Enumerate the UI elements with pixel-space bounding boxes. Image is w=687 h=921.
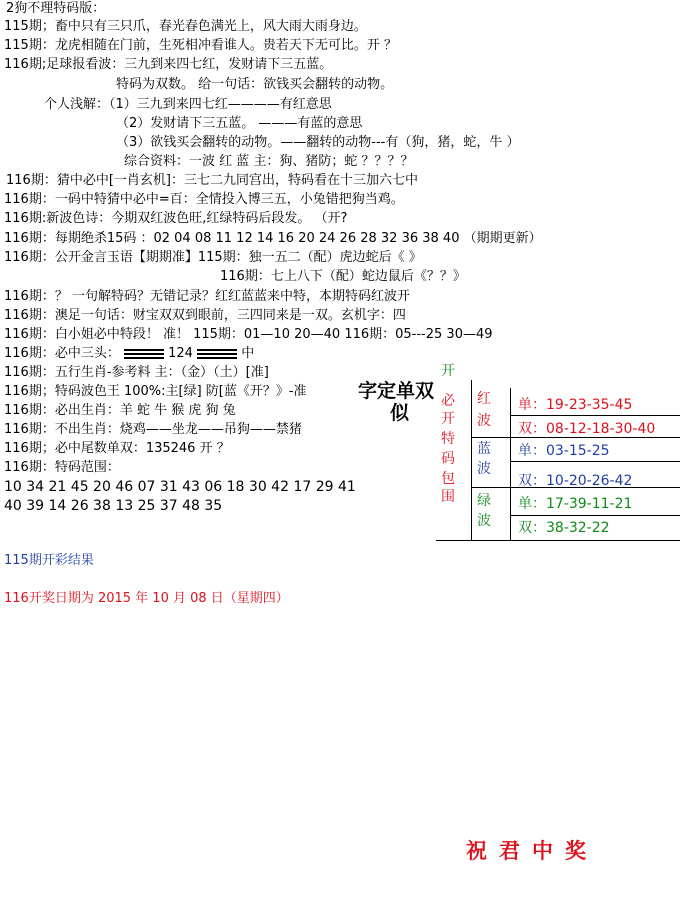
divider (510, 515, 680, 516)
number-list: 10 34 21 45 20 46 07 31 43 06 18 30 42 17 29 41 (4, 479, 356, 495)
overlay-line: 似 (390, 402, 410, 424)
wave-name: 波 (477, 513, 491, 529)
divider (510, 415, 680, 416)
text-line: 116期：猜中必中[一肖玄机]：三七二九同宫出，特码看在十三加六七中 (6, 173, 418, 188)
text-line: 116期：七上八下（配）蛇边鼠后《？？》 (220, 269, 466, 284)
text-line: （2）发财请下三五蓝。 ———有蓝的意思 (116, 116, 363, 131)
green-single: 单：17-39-11-21 (518, 496, 633, 512)
divider (510, 388, 511, 540)
redacted-block (124, 349, 164, 359)
redacted-block (197, 349, 237, 359)
text-line: 115期：龙虎相随在门前，生死相冲看谁人。贵若天下无可比。开 ？ (4, 38, 397, 53)
divider (436, 540, 680, 541)
special-code-box (436, 360, 680, 540)
page-title: 2狗不理特码版： (6, 1, 106, 16)
wave-name: 波 (477, 461, 491, 477)
box-label: 开 (441, 411, 455, 427)
draw-date: 116开奖日期为 2015 年 10 月 08 日（星期四） (4, 591, 289, 606)
text-line: 116期：一码中特猜中必中=百：全情投入博三五，小兔错把狗当鸡。 (4, 192, 404, 207)
result-title: 115期开彩结果 (4, 553, 94, 568)
green-double: 双：38-32-22 (518, 520, 610, 536)
text-line: 116期：特码范围： (4, 460, 120, 475)
wave-name: 蓝 (477, 441, 491, 457)
text-line: 116期：白小姐必中特段！ 准！ 115期：01—10 20—40 116期：05---25 30—49 (4, 327, 493, 342)
text-line: 116期：？ 一句解特码？无错记录？红红蓝蓝来中特，本期特码红波开 (4, 289, 410, 304)
box-label: 必 (441, 393, 455, 409)
wave-name: 波 (477, 413, 491, 429)
text-line: （3）欲钱买会翻转的动物。——翻转的动物---有（狗，猪，蛇，牛 ） (116, 135, 520, 150)
box-label: 围 (441, 489, 455, 505)
box-label: 开 (441, 363, 455, 379)
text-line: 116期;足球报看波：三九到来四七红，发财请下三五蓝。 (4, 57, 333, 72)
wave-name: 红 (477, 391, 491, 407)
text-line: 特码为双数。 给一句话：欲钱买会翻转的动物。 (116, 77, 394, 92)
blue-double: 双：10-20-26-42 (518, 473, 633, 489)
text-line: 116期：澳足一句话：财宝双双到眼前，三四同来是一双。玄机字：四 (4, 308, 406, 323)
text-line: 116期：必出生肖：羊 蛇 牛 猴 虎 狗 兔 (4, 403, 236, 418)
line-prefix: 116期：必中三头： (4, 346, 120, 361)
text-line: 116期：五行生肖-参考料 主：（金）（土）[准] (4, 365, 269, 380)
red-single: 单：19-23-35-45 (518, 397, 633, 413)
text-line: 116期:新波色诗：今期双红波色旺,红绿特码后段发。 （开? (4, 211, 348, 226)
overlay-line: 字定单双 (358, 380, 435, 402)
text-line: 116期：每期绝杀15码 ：02 04 08 11 12 14 16 20 24 26 28 32 36 38 40 （期期更新） (4, 231, 542, 246)
text-line: 115期；畜中只有三只爪，春光春色满光上，风大雨大雨身边。 (4, 19, 367, 34)
line-number: 124 (168, 346, 193, 361)
text-line: 综合资料：一波 红 蓝 主：狗、猪防；蛇 ？？？？ (124, 154, 414, 169)
red-double: 双：08-12-18-30-40 (518, 421, 656, 437)
text-line: 116期；必中尾数单双：135246 开 ？ (4, 441, 230, 456)
text-line: 116期；特码波色王 100%:主[绿] 防[蓝《开？》-准 (4, 384, 307, 399)
box-label: 特 (441, 431, 455, 447)
box-label: 包 (441, 471, 455, 487)
box-label: 码 (441, 451, 455, 467)
divider (510, 461, 680, 462)
blue-single: 单：03-15-25 (518, 443, 610, 459)
text-line (4, 345, 254, 363)
line-suffix: 中 (241, 346, 255, 361)
text-line: 个人浅解：（1）三九到来四七红————有红意思 (44, 97, 332, 112)
wave-name: 绿 (477, 493, 491, 509)
divider (471, 380, 472, 540)
text-line: 116期：公开金言玉语【期期准】115期：独一五二（配）虎边蛇后《 》 (4, 250, 422, 265)
overlay-text (358, 380, 434, 424)
text-line: 116期：不出生肖：烧鸡——坐龙——吊狗——禁猪 (4, 422, 302, 437)
number-list: 40 39 14 26 38 13 25 37 48 35 (4, 498, 223, 514)
footer-greeting: 祝君中奖 (466, 838, 598, 863)
